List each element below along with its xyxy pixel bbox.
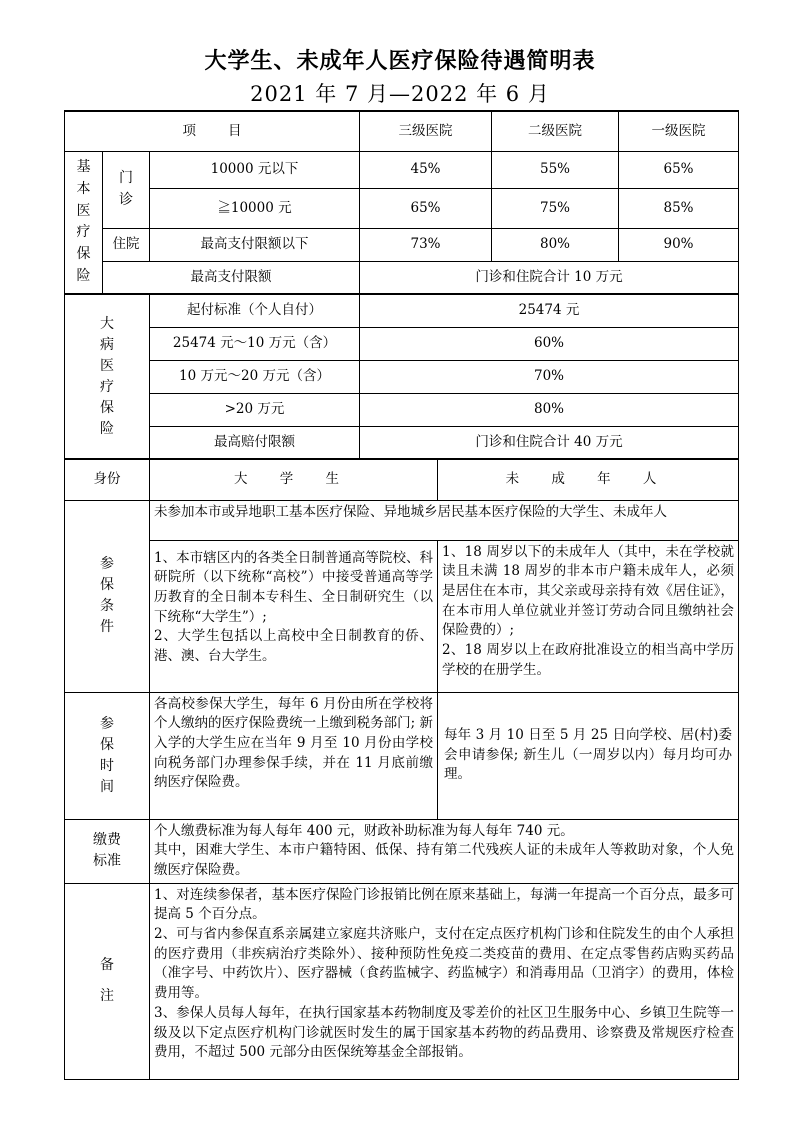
basic-value-level2: 75%	[492, 188, 619, 228]
table-row	[65, 500, 739, 540]
fee-label: 缴费标准	[65, 819, 150, 883]
serious-row-value: 80%	[360, 393, 739, 426]
basic-value-level2: 80%	[492, 228, 619, 261]
eligibility-student-item: 2、大学生包括以上高校中全日制教育的侨、港、澳、台大学生。	[154, 628, 433, 665]
serious-row-label: 25474 元～10 万元（含）	[150, 327, 360, 360]
serious-row-label: 最高赔付限额	[150, 426, 360, 459]
identity-minor: 未 成 年 人	[438, 459, 739, 500]
document-subtitle: 2021 年 7 月—2022 年 6 月	[250, 82, 550, 106]
fee-line: 个人缴费标准为每人每年 400 元，财政补助标准为每人每年 740 元。	[154, 822, 574, 839]
basic-value-level3: 65%	[360, 188, 492, 228]
serious-row-value: 门诊和住院合计 40 万元	[360, 426, 739, 459]
table-row	[65, 360, 739, 393]
basic-row-label: ≧10000 元	[150, 188, 360, 228]
basic-value-level2: 55%	[492, 151, 619, 188]
basic-row-label: 10000 元以下	[150, 151, 360, 188]
basic-row-label: 最高支付限额以下	[150, 228, 360, 261]
serious-row-value: 25474 元	[360, 294, 739, 327]
header-level2: 二级医院	[492, 111, 619, 151]
basic-value-level1: 85%	[619, 188, 739, 228]
table-row	[65, 819, 739, 883]
serious-row-label: >20 万元	[150, 393, 360, 426]
basic-value-level1: 65%	[619, 151, 739, 188]
eligibility-student	[150, 540, 438, 692]
eligibility-minor-item: 1、18 周岁以下的未成年人（其中，未在学校就读且未满 18 周岁的非本市户籍未成年人，必须是居住在本市，其父亲或母亲持有效《居住证》，在本市用人单位就业并签订劳动合同且缴纳社会保险费的）;	[442, 543, 734, 639]
fee-line: 其中，困难大学生、本市户籍特困、低保、持有第二代残疾人证的未成年人等救助对象，个人免缴医疗保险费。	[154, 842, 734, 878]
benefits-table	[64, 110, 739, 1080]
basic-value-level3: 45%	[360, 151, 492, 188]
table-row	[65, 540, 739, 692]
header-item	[65, 111, 360, 151]
basic-max-label: 最高支付限额	[103, 261, 360, 294]
serious-row-value: 60%	[360, 327, 739, 360]
period-minor: 每年 3 月 10 日至 5 月 25 日向学校、居(村)委会申请参保; 新生儿（一周岁以内）每月均可办理。	[438, 692, 739, 819]
note-line: 2、可与省内参保直系亲属建立家庭共济账户，支付在定点医疗机构门诊和住院发生的由个人承担的医疗费用（非疾病治疗类除外）、接种预防性免疫二类疫苗的费用、在定点零售药店购买药品（准字号、中药饮片）、医疗器械（食药监械字、药监械字）和消毒用品（卫消字）的费用，体检费用等。	[154, 926, 734, 1002]
period-student: 各高校参保大学生，每年 6 月份由所在学校将个人缴纳的医疗保险费统一上缴到税务部门; 新入学的大学生应在当年 9 月至 10 月份由学校向税务部门办理参保手续，并在 11 月底前缴纳医疗保险费。	[150, 692, 438, 819]
table-row	[65, 459, 739, 500]
header-level1: 一级医院	[619, 111, 739, 151]
note-line: 3、参保人员每人每年，在执行国家基本药物制度及零差价的社区卫生服务中心、乡镇卫生院等一级及以下定点医疗机构门诊就医时发生的属于国家基本药物的药品费用、诊察费及常规医疗检查费用，不超过 500 元部分由医保统筹基金全部报销。	[154, 1004, 734, 1061]
table-row	[65, 151, 739, 188]
serious-row-label: 起付标准（个人自付）	[150, 294, 360, 327]
basic-max-value: 门诊和住院合计 10 万元	[360, 261, 739, 294]
table-row	[65, 327, 739, 360]
table-row	[65, 294, 739, 327]
serious-group-label: 大病医疗保险	[65, 294, 150, 459]
table-row	[65, 261, 739, 294]
basic-value-level1: 90%	[619, 228, 739, 261]
table-row	[65, 883, 739, 1079]
eligibility-student-item: 1、本市辖区内的各类全日制普通高等院校、科研院所（以下统称“高校”）中接受普通高等学历教育的全日制本专科生、全日制研究生（以下统称“大学生”）;	[154, 549, 433, 625]
table-row	[65, 692, 739, 819]
header-item-b: 目	[228, 122, 242, 139]
note-line: 1、对连续参保者，基本医疗保险门诊报销比例在原来基础上，每满一年提高一个百分点，最多可提高 5 个百分点。	[154, 886, 734, 923]
document-title: 大学生、未成年人医疗保险待遇简明表	[204, 48, 596, 74]
basic-value-level3: 73%	[360, 228, 492, 261]
eligibility-label: 参保条件	[65, 500, 150, 692]
serious-row-value: 70%	[360, 360, 739, 393]
serious-row-label: 10 万元～20 万元（含）	[150, 360, 360, 393]
eligibility-common: 未参加本市或异地职工基本医疗保险、异地城乡居民基本医疗保险的大学生、未成年人	[150, 500, 739, 540]
outpatient-label: 门诊	[103, 151, 150, 228]
table-row	[65, 228, 739, 261]
period-label: 参保时间	[65, 692, 150, 819]
eligibility-minor-item: 2、18 周岁以上在政府批准设立的相当高中学历学校的在册学生。	[442, 642, 734, 678]
table-row	[65, 188, 739, 228]
inpatient-label: 住院	[103, 228, 150, 261]
basic-group-label: 基本医疗保险	[65, 151, 103, 294]
table-row	[65, 426, 739, 459]
notes-label: 备注	[65, 883, 150, 1079]
header-item-a: 项	[182, 122, 196, 139]
fee-content	[150, 819, 739, 883]
table-row	[65, 393, 739, 426]
identity-student: 大 学 生	[150, 459, 438, 500]
eligibility-minor	[438, 540, 739, 692]
notes-content	[150, 883, 739, 1079]
identity-label: 身份	[65, 459, 150, 500]
header-level3: 三级医院	[360, 111, 492, 151]
table-header-row	[65, 111, 739, 151]
